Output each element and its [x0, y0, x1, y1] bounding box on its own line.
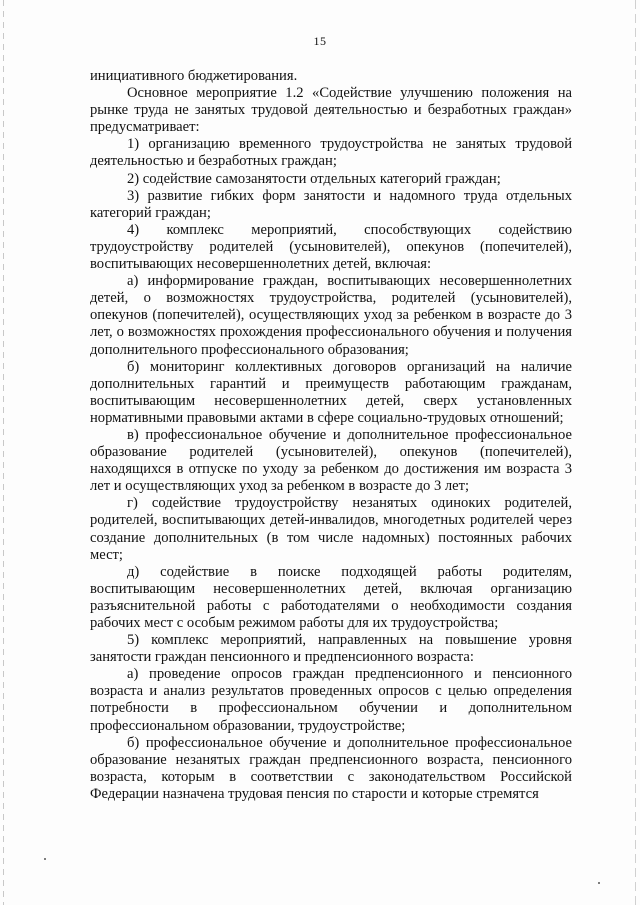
- scan-edge-left: [3, 0, 4, 905]
- paragraph: 1) организацию временного трудоустройства не занятых трудовой деятельностью и безработных граждан;: [90, 136, 572, 170]
- paragraph: г) содействие трудоустройству незанятых одиноких родителей, родителей, воспитывающих детей-инвалидов, многодетных родителей через создание дополнительных (в том числе надомных) постоянных рабочих мест;: [90, 495, 572, 563]
- paragraph: Основное мероприятие 1.2 «Содействие улучшению положения на рынке труда не занятых трудовой деятельностью и безработных граждан» предусматривает:: [90, 85, 572, 136]
- paragraph: б) профессиональное обучение и дополнительное профессиональное образование незанятых граждан предпенсионного возраста, пенсионного возраста, которым в соответствии с законодательством Российской Федерации назначена трудовая пенсия по старости и которые стремятся: [90, 734, 572, 802]
- paragraph: в) профессиональное обучение и дополнительное профессиональное образование родителей (усыновителей), опекунов (попечителей), находящихся в отпуске по уходу за ребенком до достижения им возраста 3 лет и осуществляющих уход за ребенком в возрасте до 3 лет;: [90, 426, 572, 495]
- body-text: [90, 68, 572, 803]
- paragraph: а) проведение опросов граждан предпенсионного и пенсионного возраста и анализ результатов проведенных опросов с целью определения потребности в профессиональном обучении и дополнительном профессиональном образовании, трудоустройстве;: [90, 666, 572, 734]
- scan-edge-right: [635, 0, 636, 905]
- paragraph: 5) комплекс мероприятий, направленных на повышение уровня занятости граждан пенсионного и предпенсионного возраста:: [90, 632, 572, 666]
- paragraph: 2) содействие самозанятости отдельных категорий граждан;: [127, 170, 501, 187]
- paragraph: 3) развитие гибких форм занятости и надомного труда отдельных категорий граждан;: [90, 187, 572, 221]
- page-number: 15: [313, 34, 327, 48]
- paragraph: а) информирование граждан, воспитывающих несовершеннолетних детей, о возможностях трудоустройства, родителей (усыновителей), опекунов (попечителей), осуществляющих уход за ребенком в возрасте до 3 лет, о возможностях прохождения профессионального обучения и получения дополнительного профессионального образования;: [90, 273, 572, 358]
- paragraph: инициативного бюджетирования.: [90, 68, 298, 84]
- paragraph: д) содействие в поиске подходящей работы родителям, воспитывающим несовершеннолетних детей, включая организацию разъяснительной работы с работодателями о необходимости создания рабочих мест с особым режимом работы для их трудоустройства;: [90, 563, 572, 631]
- paragraph: 4) комплекс мероприятий, способствующих содействию трудоустройству родителей (усыновителей), опекунов (попечителей), воспитывающих несовершеннолетних детей, включая:: [90, 221, 572, 273]
- scan-speck: [598, 882, 600, 884]
- scan-speck: [44, 858, 46, 860]
- paragraph: б) мониторинг коллективных договоров организаций на наличие дополнительных гарантий и преимуществ работающим гражданам, воспитывающим несовершеннолетних детей, сверх установленных нормативными правовыми актами в сфере социально-трудовых отношений;: [90, 358, 572, 426]
